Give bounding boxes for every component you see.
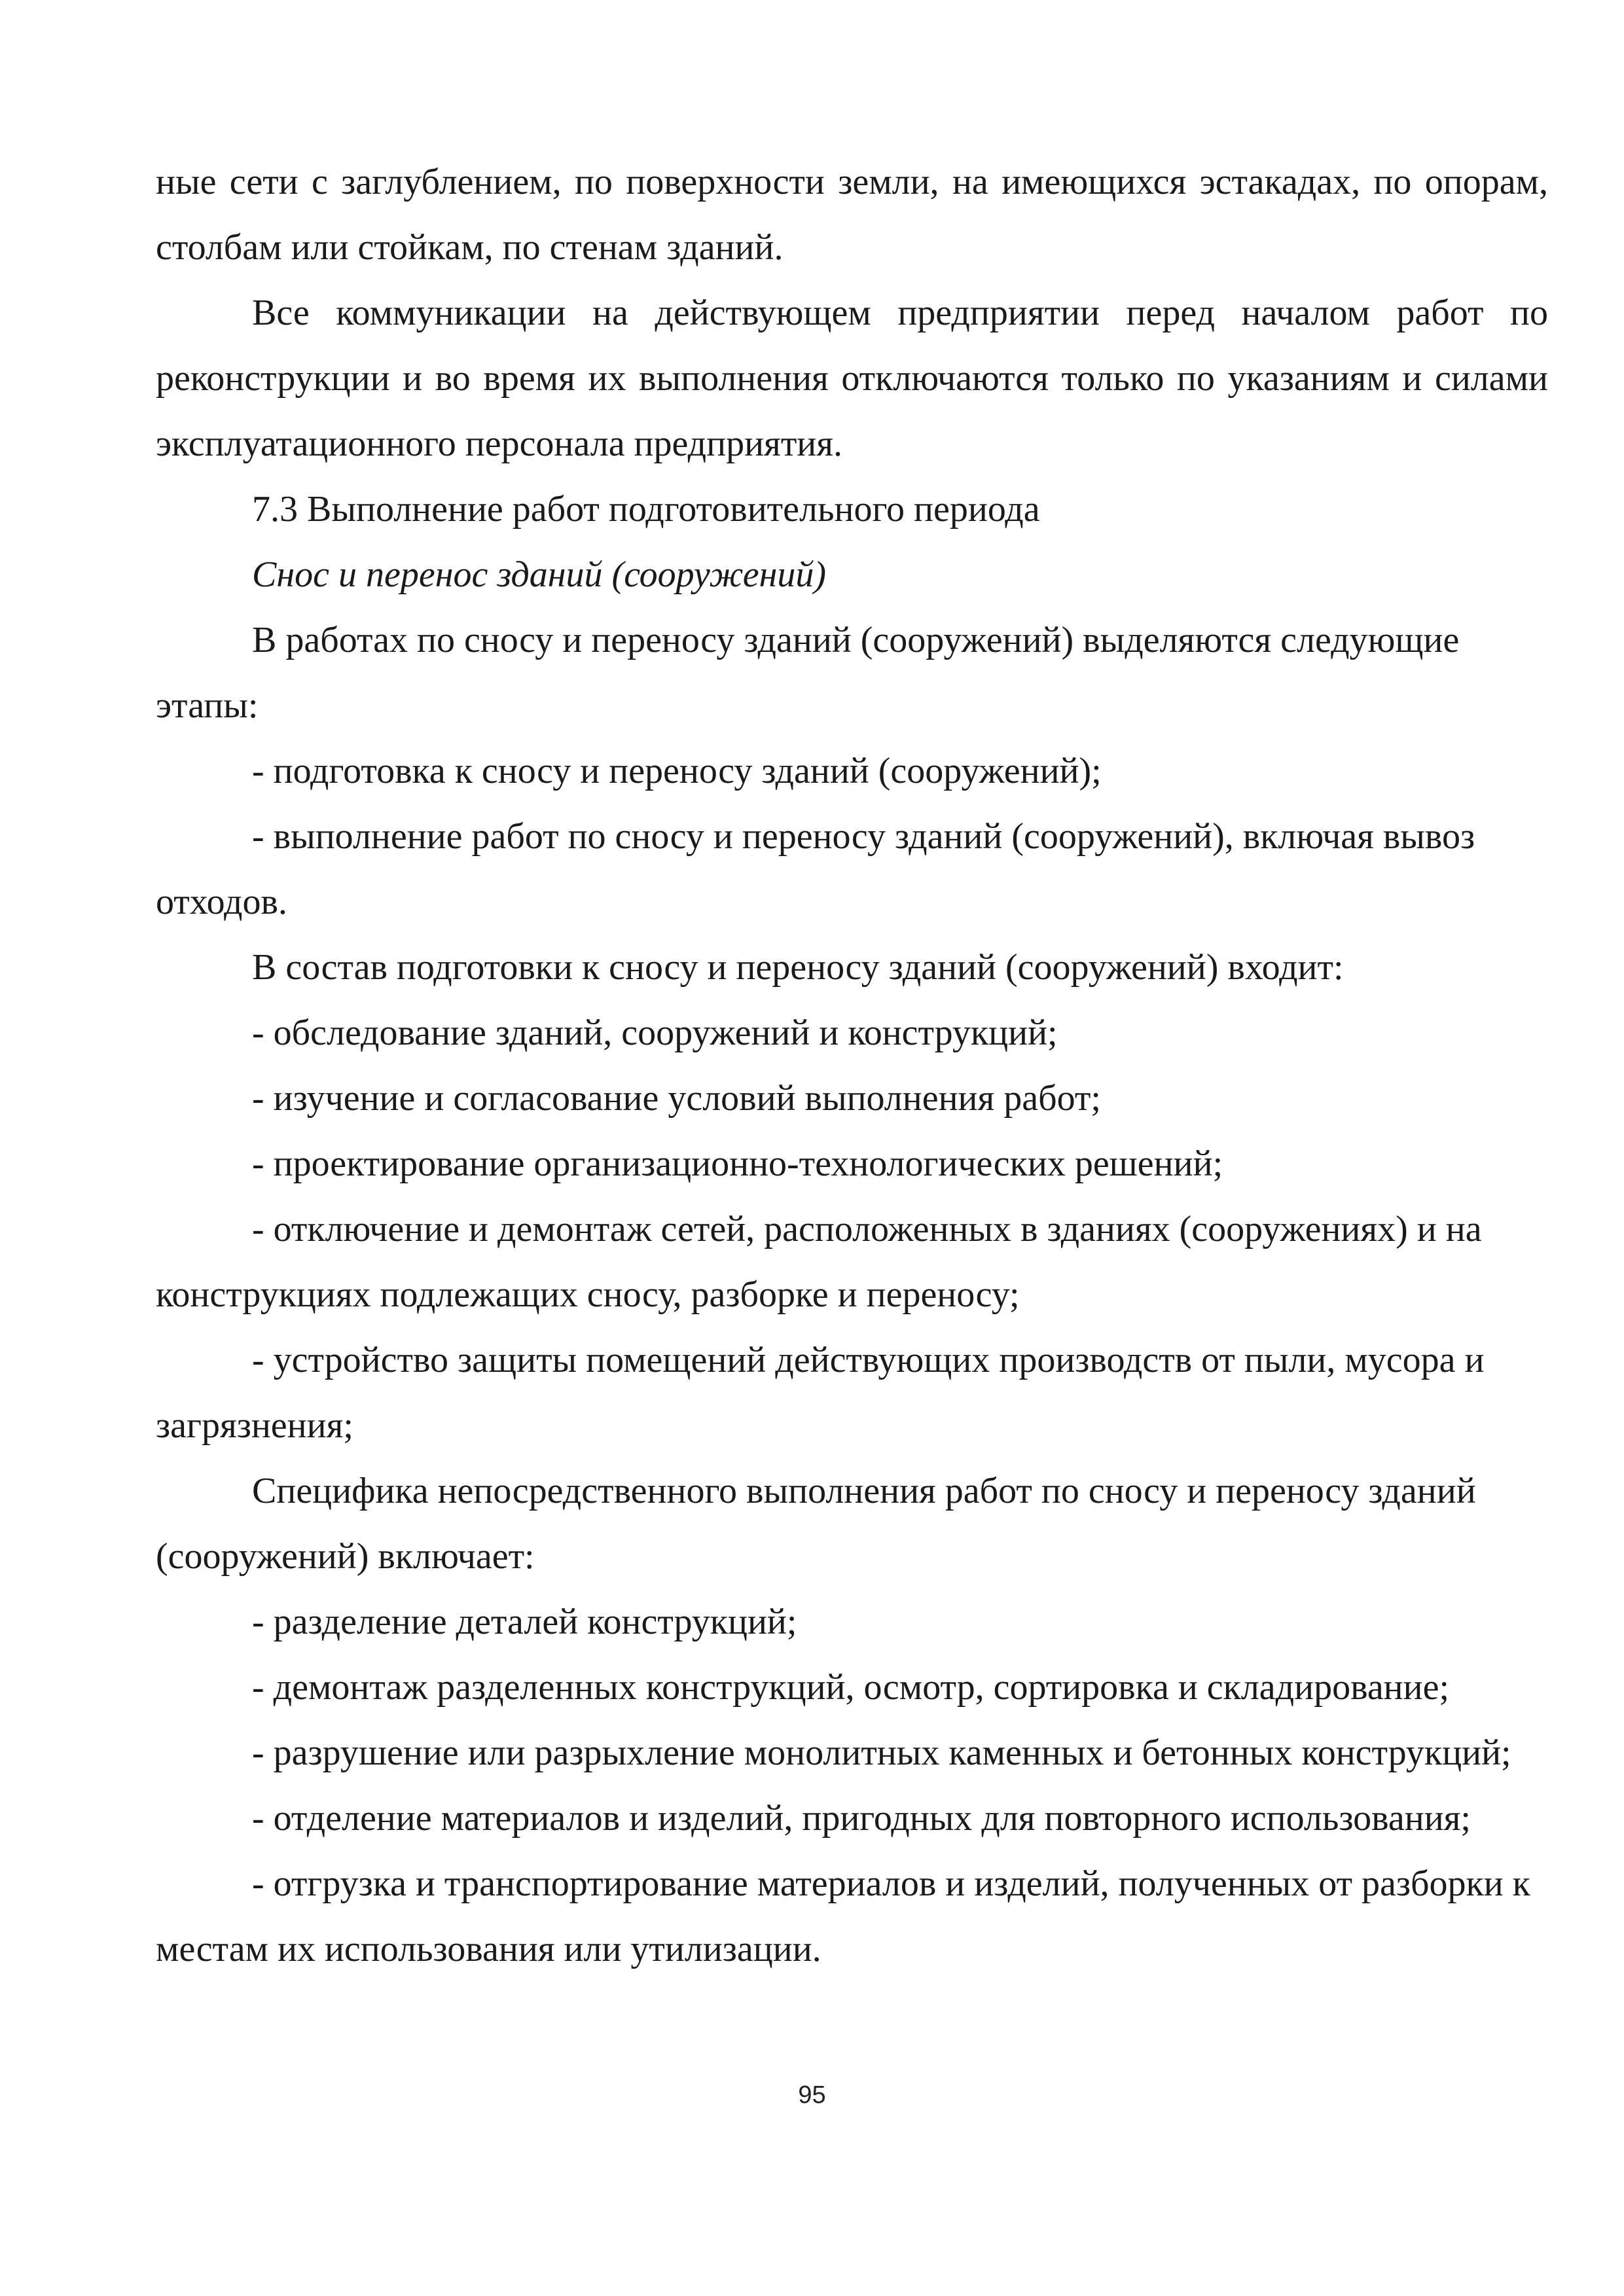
paragraph-communications: Все коммуникации на действующем предприятии перед началом работ по реконструкции и во время их выполнения отключаются только по указаниям и силами эксплуатационного персонала предприятия. [156, 293, 1548, 464]
document-body [156, 149, 1548, 1982]
subsection-heading: Снос и перенос зданий (сооружений) [252, 554, 827, 595]
page-number: 95 [798, 2081, 826, 2109]
list-item: - разрушение или разрыхление монолитных каменных и бетонных конструкций; [252, 1732, 1511, 1773]
section-heading: 7.3 Выполнение работ подготовительного периода [252, 489, 1040, 529]
list-item: - выполнение работ по сносу и переносу зданий (сооружений), включая вывоз отходов. [156, 816, 1475, 922]
paragraph-preparation-intro: В состав подготовки к сносу и переносу зданий (сооружений) входит: [252, 947, 1344, 988]
paragraph-continuation: ные сети с заглублением, по поверхности земли, на имеющихся эстакадах, по опорам, столбам или стойкам, по стенам зданий. [156, 162, 1548, 268]
paragraph-execution-intro: Специфика непосредственного выполнения работ по сносу и переносу зданий (сооружений) включает: [156, 1471, 1476, 1577]
list-item: - отделение материалов и изделий, пригодных для повторного использования; [252, 1798, 1471, 1839]
list-item: - изучение и согласование условий выполнения работ; [252, 1078, 1101, 1119]
list-item: - устройство защиты помещений действующих производств от пыли, мусора и загрязнения; [156, 1340, 1485, 1446]
list-item: - демонтаж разделенных конструкций, осмотр, сортировка и складирование; [252, 1667, 1450, 1708]
list-item: - подготовка к сносу и переносу зданий (сооружений); [252, 751, 1102, 791]
list-item: - отключение и демонтаж сетей, расположенных в зданиях (сооружениях) и на конструкциях подлежащих сносу, разборке и переносу; [156, 1209, 1482, 1315]
list-item: - отгрузка и транспортирование материалов и изделий, полученных от разборки к местам их использования или утилизации. [156, 1863, 1530, 1969]
list-item: - обследование зданий, сооружений и конструкций; [252, 1013, 1058, 1053]
list-item: - проектирование организационно-технологических решений; [252, 1143, 1223, 1184]
paragraph-stages-intro: В работах по сносу и переносу зданий (сооружений) выделяются следующие этапы: [156, 620, 1460, 726]
list-item: - разделение деталей конструкций; [252, 1602, 797, 1642]
